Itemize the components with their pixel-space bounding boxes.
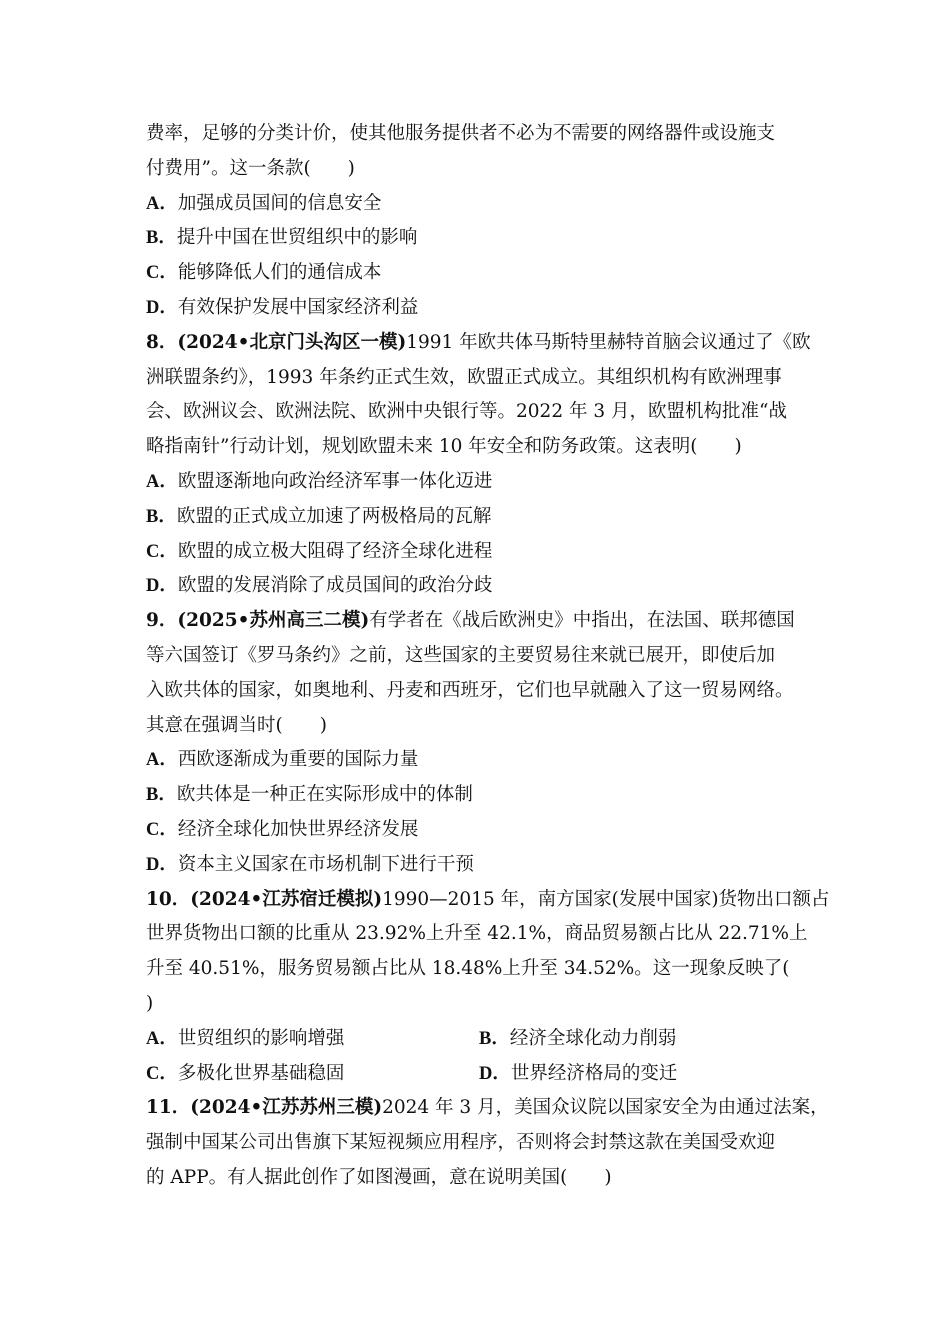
q9-option-b	[146, 778, 826, 813]
q11-stem-line: 强制中国某公司出售旗下某短视频应用程序，否则将会封禁这款在美国受欢迎	[146, 1132, 776, 1154]
q9-option-d	[146, 848, 826, 883]
q10-option-b	[479, 1022, 676, 1057]
option-letter: C．	[146, 541, 178, 562]
option-letter: A．	[146, 750, 178, 771]
q8-stem-line: 洲联盟条约》，1993 年条约正式生效，欧盟正式成立。其组织机构有欧洲理事	[146, 366, 782, 388]
option-letter: B．	[146, 785, 177, 806]
q7-option-b	[146, 221, 826, 256]
option-text: 世贸组织的影响增强	[177, 1027, 345, 1049]
option-text: 西欧逐渐成为重要的国际力量	[177, 749, 419, 771]
q8-first-line	[146, 326, 826, 361]
option-text: 欧盟的正式成立加速了两极格局的瓦解	[176, 505, 492, 527]
q9-stem-line: 其意在强调当时( )	[146, 714, 327, 736]
question-text: 2024 年 3 月，美国众议院以国家安全为由通过法案，	[382, 1097, 829, 1119]
q9-option-a	[146, 743, 826, 778]
option-text: 欧盟的发展消除了成员国间的政治分歧	[177, 575, 493, 597]
q10-stem-line: )	[146, 992, 154, 1014]
question-number: 9．	[146, 610, 178, 632]
q7-option-a	[146, 187, 826, 222]
q8-option-c	[146, 535, 826, 570]
q10-first-line	[146, 883, 830, 918]
option-letter: A．	[146, 471, 178, 492]
option-letter: B．	[479, 1028, 510, 1049]
question-source: (2024•北京门头沟区一模)	[177, 331, 407, 353]
q7-stem-line: 付费用”。这一条款( )	[146, 157, 355, 179]
question-number: 11．	[146, 1097, 191, 1119]
q11-first-line	[146, 1091, 829, 1126]
q10-options-row-1	[146, 1022, 826, 1057]
q9-option-c	[146, 813, 826, 848]
option-text: 欧盟的成立极大阻碍了经济全球化进程	[177, 540, 493, 562]
option-text: 有效保护发展中国家经济利益	[177, 296, 419, 318]
option-letter: C．	[146, 263, 178, 284]
q7-option-d	[146, 291, 826, 326]
option-letter: D．	[479, 1063, 511, 1084]
question-number: 8．	[146, 331, 178, 353]
option-text: 欧盟逐渐地向政治经济军事一体化迈进	[177, 470, 493, 492]
option-letter: A．	[146, 193, 178, 214]
q8-option-b	[146, 500, 826, 535]
q8-stem-line: 略指南针”行动计划，规划欧盟未来 10 年安全和防务政策。这表明( )	[146, 436, 742, 458]
option-letter: B．	[146, 228, 177, 249]
q7-stem-line: 费率，足够的分类计价，使其他服务提供者不必为不需要的网络器件或设施支	[146, 123, 776, 144]
question-source: (2024•江苏宿迁模拟)	[190, 888, 383, 910]
question-source: (2024•江苏苏州三模)	[190, 1097, 383, 1119]
q10-stem-line: 升至 40.51%，服务贸易额占比从 18.48%上升至 34.52%。这一现象反映了(	[146, 958, 790, 980]
option-text: 经济全球化动力削弱	[509, 1027, 677, 1049]
option-text: 世界经济格局的变迁	[510, 1062, 678, 1084]
option-letter: C．	[146, 819, 178, 840]
q10-options-row-2	[146, 1057, 826, 1092]
option-text: 能够降低人们的通信成本	[177, 262, 382, 284]
question-source: (2025•苏州高三二模)	[177, 610, 370, 632]
q10-option-a	[146, 1028, 344, 1049]
q9-stem-line: 等六国签订《罗马条约》之前，这些国家的主要贸易往来就已展开，即使后加	[146, 644, 776, 666]
option-letter: A．	[146, 1028, 178, 1049]
q10-option-c	[146, 1063, 344, 1084]
q8-stem-line: 会、欧洲议会、欧洲法院、欧洲中央银行等。2022 年 3 月，欧盟机构批准“战	[146, 401, 787, 423]
option-letter: C．	[146, 1063, 178, 1084]
option-letter: D．	[146, 297, 178, 318]
question-number: 10．	[146, 888, 191, 910]
q11-stem-line: 的 APP。有人据此创作了如图漫画，意在说明美国( )	[146, 1166, 612, 1188]
option-text: 提升中国在世贸组织中的影响	[176, 227, 418, 249]
q9-stem-line: 入欧共体的国家，如奥地利、丹麦和西班牙，它们也早就融入了这一贸易网络。	[146, 679, 794, 701]
q10-stem-line: 世界货物出口额的比重从 23.92%上升至 42.1%，商品贸易额占比从 22.71%上	[146, 923, 808, 945]
question-text-block	[146, 117, 830, 1196]
option-text: 多极化世界基础稳固	[177, 1062, 345, 1084]
q8-option-a	[146, 465, 826, 500]
q10-option-d	[479, 1057, 677, 1092]
option-text: 资本主义国家在市场机制下进行干预	[177, 853, 474, 875]
question-text: 1991 年欧共体马斯特里赫特首脑会议通过了《欧	[406, 331, 811, 353]
option-letter: D．	[146, 576, 178, 597]
question-text: 1990—2015 年，南方国家(发展中国家)货物出口额占	[382, 888, 830, 910]
option-text: 加强成员国间的信息安全	[177, 192, 382, 214]
option-text: 经济全球化加快世界经济发展	[177, 818, 419, 840]
question-text: 有学者在《战后欧洲史》中指出，在法国、联邦德国	[369, 610, 795, 632]
option-letter: D．	[146, 854, 178, 875]
q8-option-d	[146, 569, 826, 604]
option-letter: B．	[146, 506, 177, 527]
q7-option-c	[146, 256, 826, 291]
option-text: 欧共体是一种正在实际形成中的体制	[176, 784, 473, 806]
q9-first-line	[146, 604, 826, 639]
